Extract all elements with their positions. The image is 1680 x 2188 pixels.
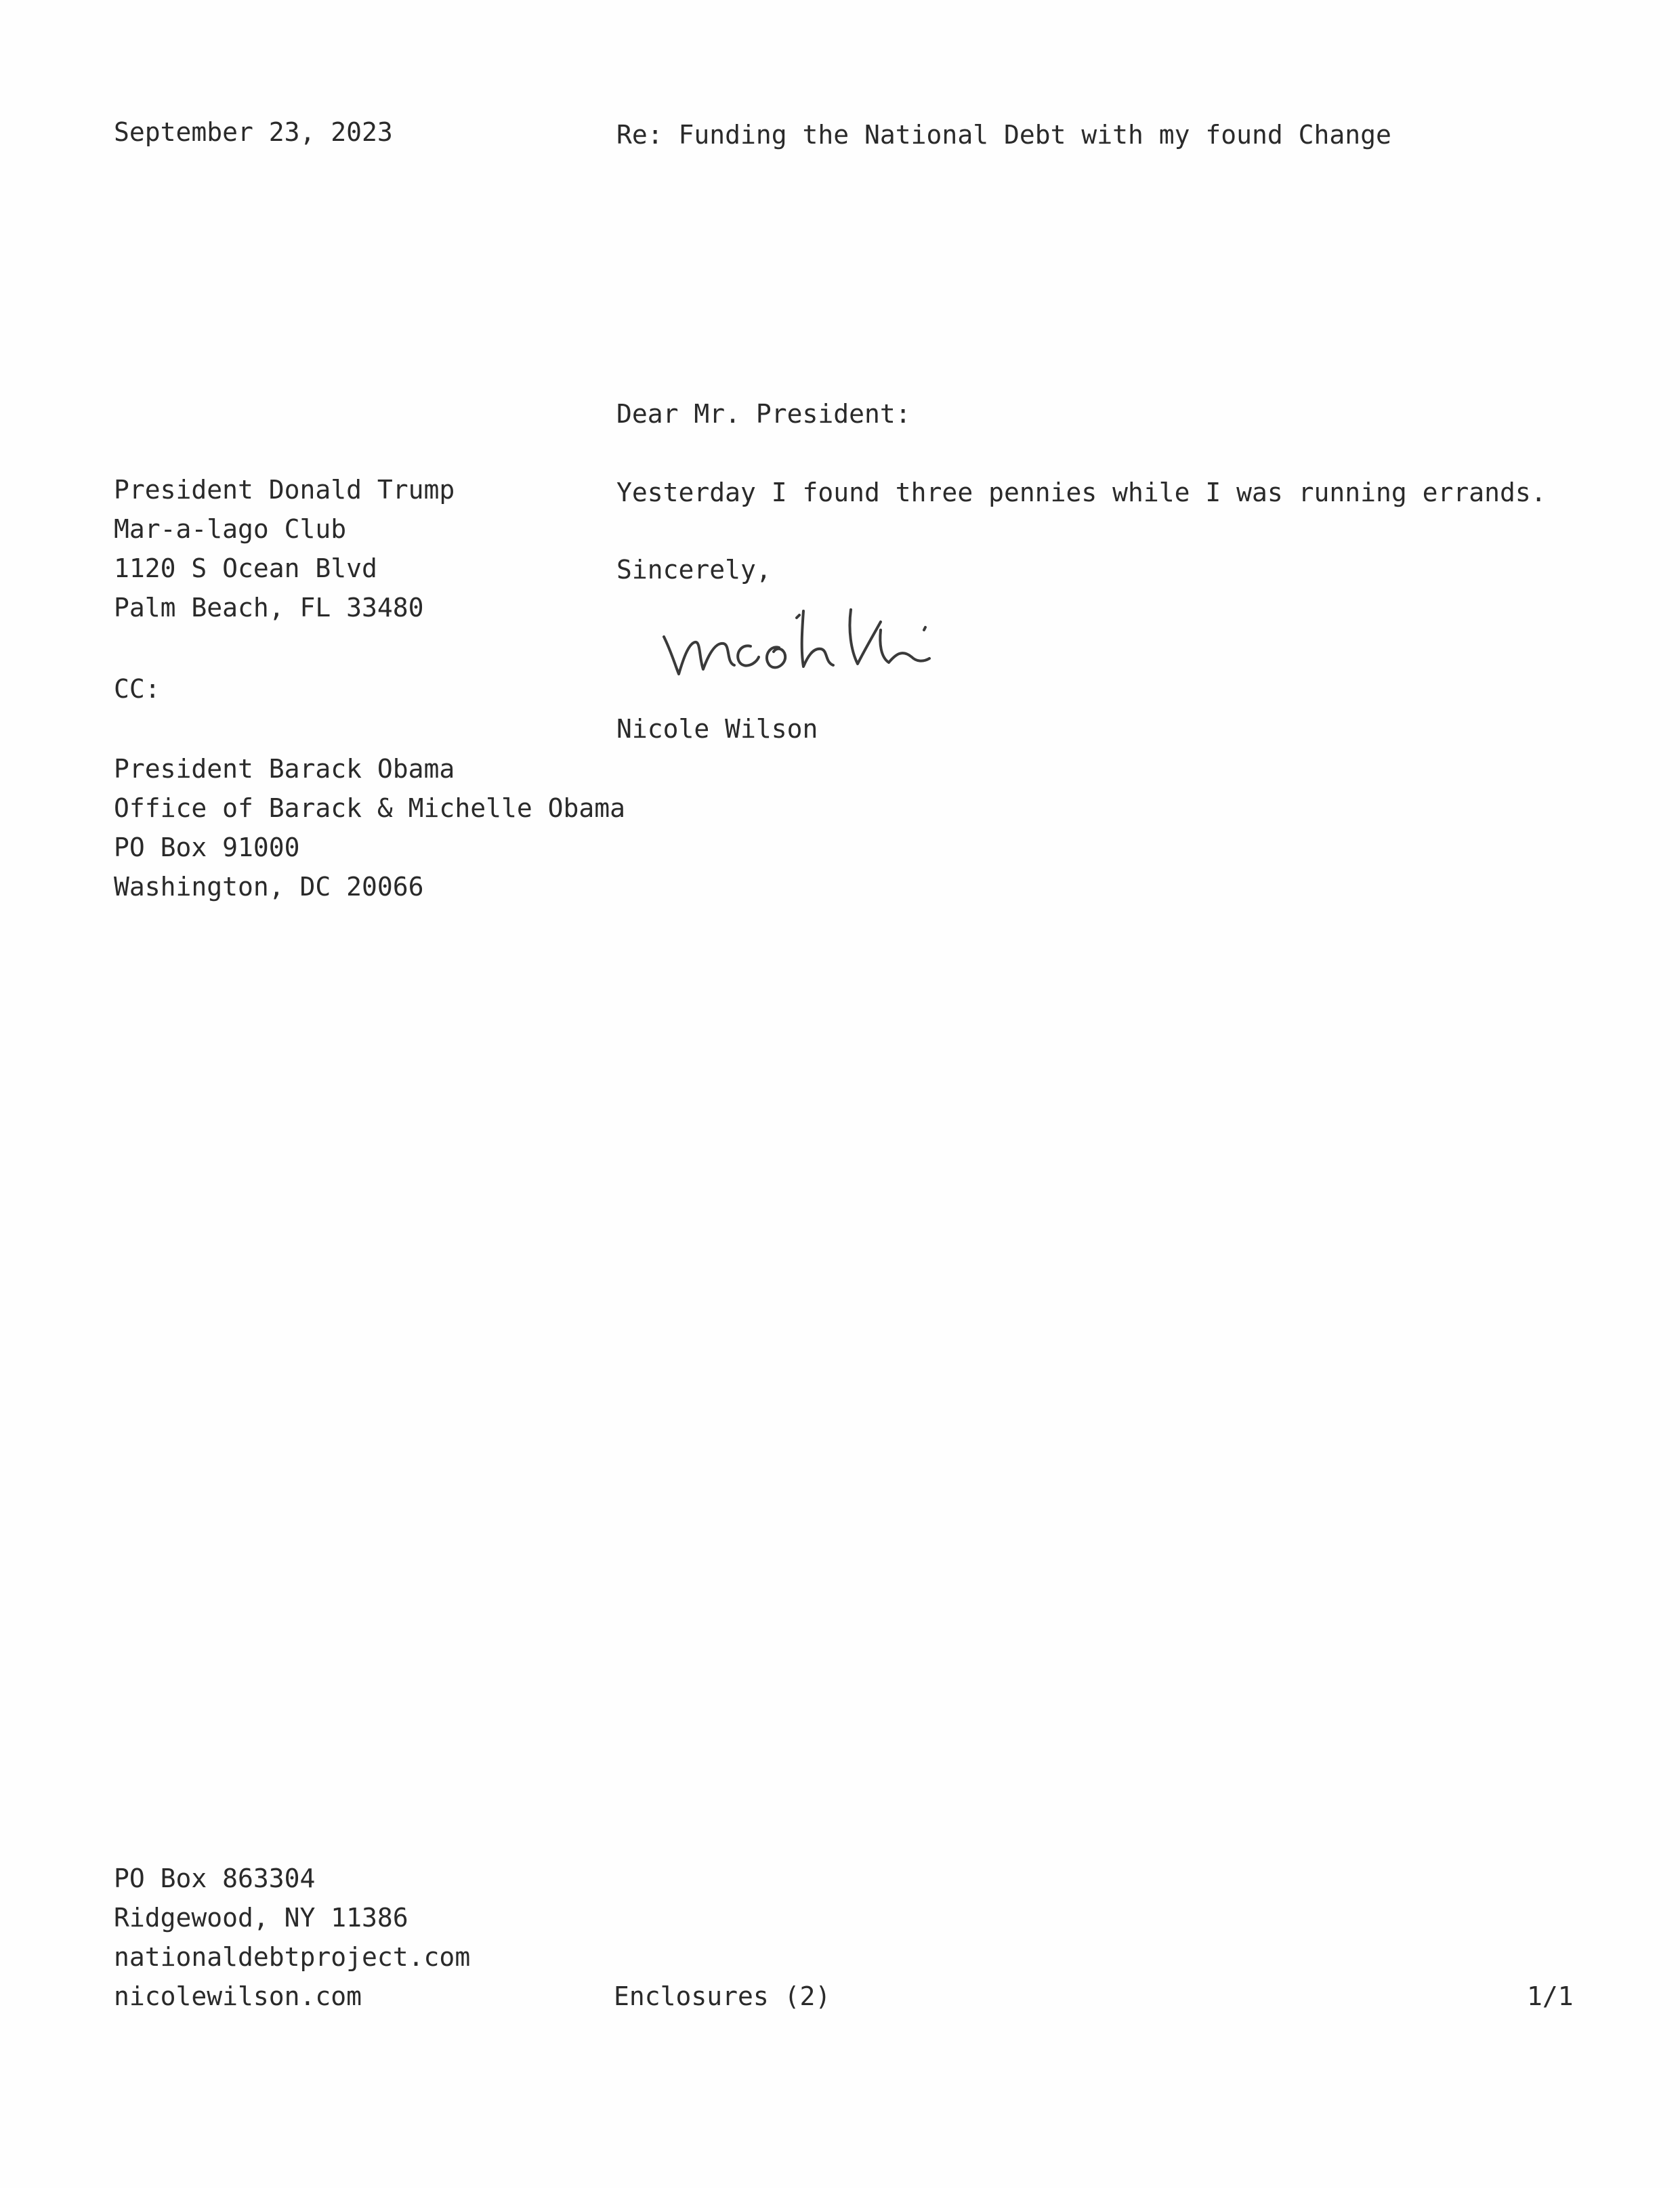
enclosures-note: Enclosures (2): [614, 1981, 831, 2011]
signer-name: Nicole Wilson: [616, 714, 818, 744]
cc-city-state-zip: Washington, DC 20066: [114, 872, 424, 902]
cc-po-box: PO Box 91000: [114, 833, 300, 862]
letter-body: Yesterday I found three pennies while I was running errands.: [616, 478, 1547, 507]
handwritten-signature: [650, 589, 962, 698]
cc-address: [114, 749, 625, 906]
page-number: 1/1: [1527, 1981, 1574, 2011]
cc-label: CC:: [114, 674, 161, 704]
letter-closing: Sincerely,: [616, 555, 772, 585]
recipient-address: [114, 470, 455, 627]
sender-website-personal: nicolewilson.com: [114, 1981, 362, 2011]
sender-po-box: PO Box 863304: [114, 1864, 316, 1893]
sender-city-state-zip: Ridgewood, NY 11386: [114, 1903, 408, 1933]
cc-organization: Office of Barack & Michelle Obama: [114, 793, 625, 823]
recipient-street: 1120 S Ocean Blvd: [114, 553, 377, 583]
sender-website-project: nationaldebtproject.com: [114, 1942, 471, 1972]
recipient-city-state-zip: Palm Beach, FL 33480: [114, 593, 424, 623]
recipient-name: President Donald Trump: [114, 475, 455, 505]
letter-date: September 23, 2023: [114, 117, 393, 147]
sender-address: [114, 1859, 470, 2016]
cc-name: President Barack Obama: [114, 754, 455, 784]
letter-salutation: Dear Mr. President:: [616, 399, 911, 429]
recipient-organization: Mar-a-lago Club: [114, 514, 347, 544]
letter-subject: Re: Funding the National Debt with my found Change: [616, 120, 1391, 150]
